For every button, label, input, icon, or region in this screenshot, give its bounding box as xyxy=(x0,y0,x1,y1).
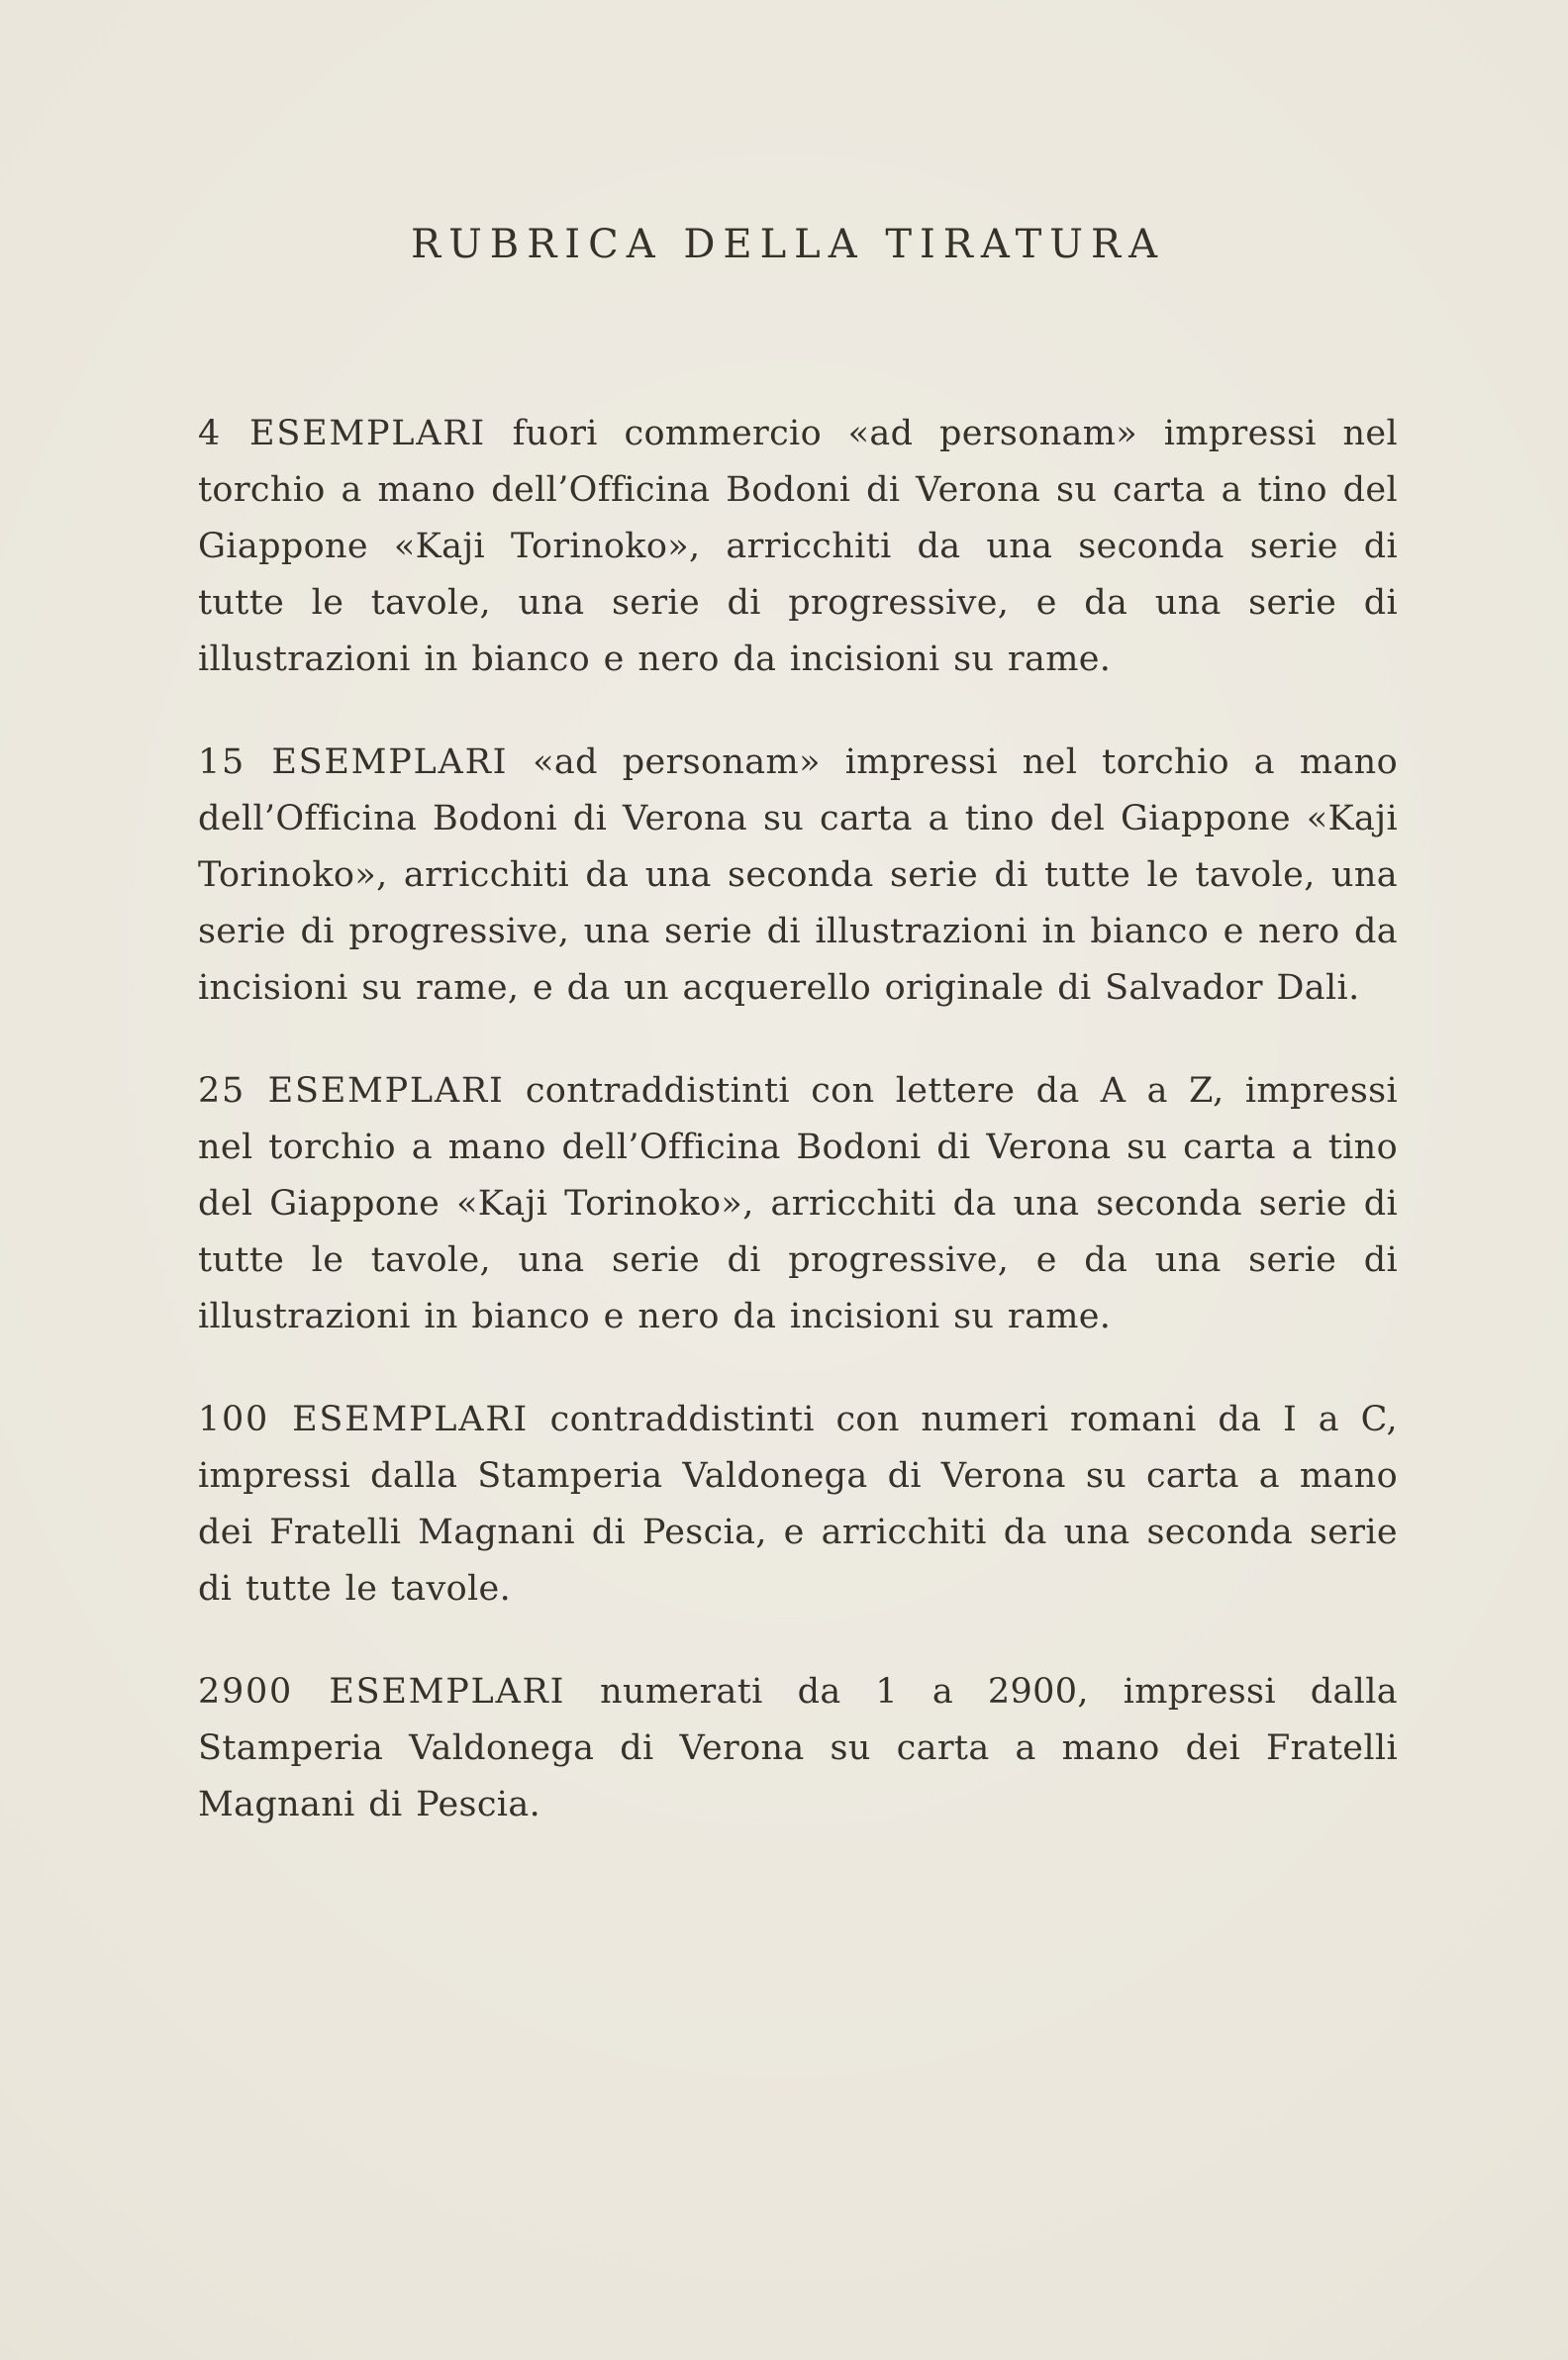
edition-paragraph-3 xyxy=(198,1063,1398,1345)
page-title: RUBRICA DELLA TIRATURA xyxy=(410,222,1166,267)
edition-paragraph-4 xyxy=(198,1392,1398,1618)
edition-paragraph-5 xyxy=(198,1664,1398,1833)
edition-count-label-3: 25 ESEMPLARI xyxy=(198,1071,505,1111)
edition-description-4: contraddistinti con numeri romani da I a C, impressi dalla Stamperia Valdonega di Verona su carta a mano dei Fratelli Magnani di Pescia, e arricchiti da una seconda serie di tutte le tavole. xyxy=(198,1400,1398,1609)
edition-count-label-2: 15 ESEMPLARI xyxy=(198,742,509,782)
edition-paragraph-1 xyxy=(198,406,1398,688)
edition-description-3: contraddistinti con lettere da A a Z, impressi nel torchio a mano dell’Officina Bodoni di Verona su carta a tino del Giappone «Kaji Torinoko», arricchiti da una seconda serie di tutte le tavole, una serie di progressive, e da una serie di illustrazioni in bianco e nero da incisioni su rame. xyxy=(198,1071,1399,1336)
edition-description-5: numerati da 1 a 2900, impressi dalla Stamperia Valdonega di Verona su carta a mano dei Fratelli Magnani di Pescia. xyxy=(198,1672,1398,1824)
edition-description-2: «ad personam» impressi nel torchio a mano dell’Officina Bodoni di Verona su carta a tino del Giappone «Kaji Torinoko», arricchiti da una seconda serie di tutte le tavole, una serie di progressive, una serie di illustrazioni in bianco e nero da incisioni su rame, e da un acquerello originale di Salvador Dali. xyxy=(198,742,1398,1008)
edition-description-1: fuori commercio «ad personam» impressi nel torchio a mano dell’Officina Bodoni di Verona su carta a tino del Giappone «Kaji Torinoko», arricchiti da una seconda serie di tutte le tavole, una serie di progressive, e da una serie di illustrazioni in bianco e nero da incisioni su rame. xyxy=(198,414,1398,679)
colophon-text xyxy=(198,406,1398,1833)
edition-count-label-5: 2900 ESEMPLARI xyxy=(198,1672,566,1712)
edition-paragraph-2 xyxy=(198,735,1398,1017)
edition-count-label-4: 100 ESEMPLARI xyxy=(198,1400,530,1439)
edition-count-label-1: 4 ESEMPLARI xyxy=(198,414,486,453)
